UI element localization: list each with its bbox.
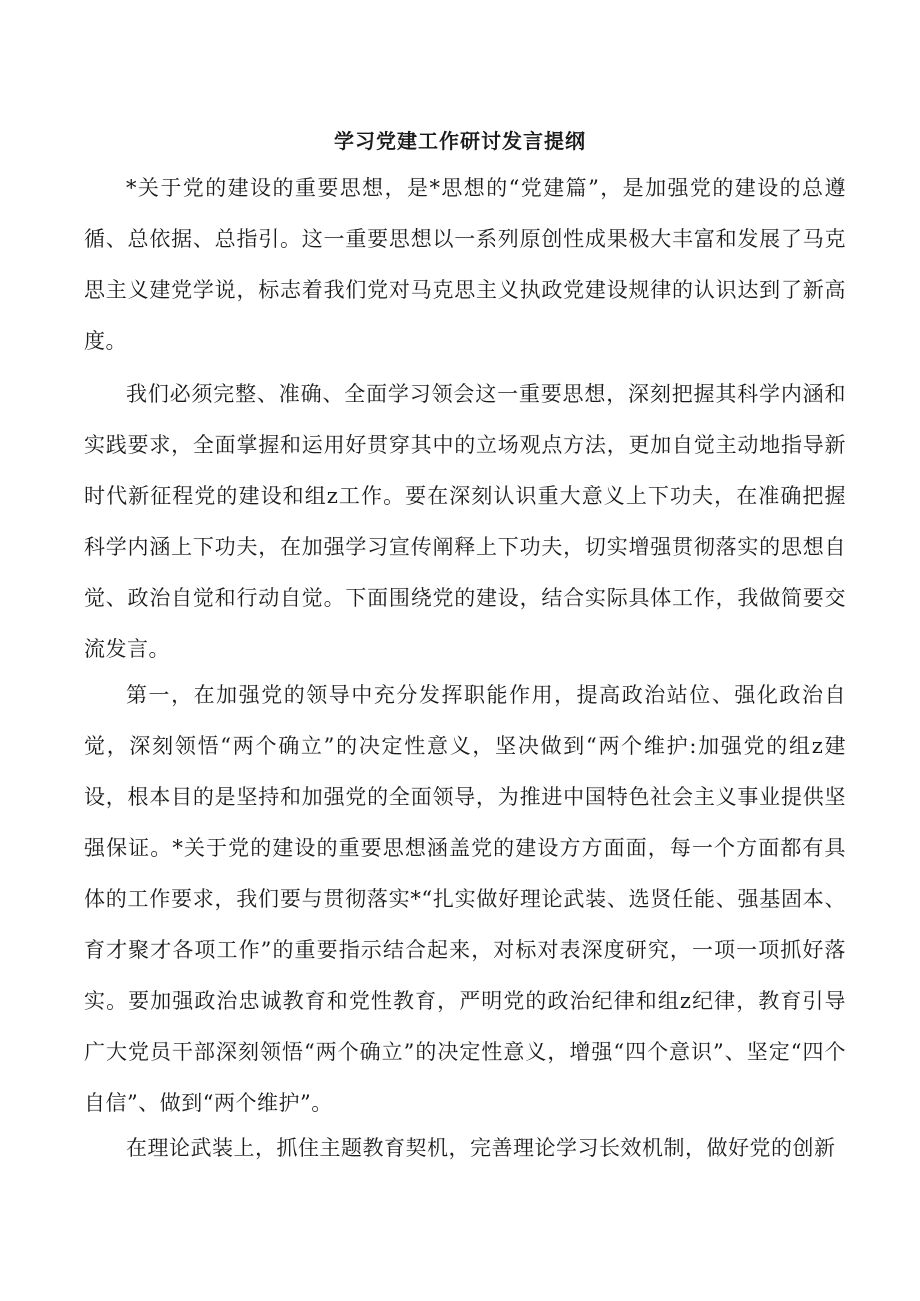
paragraph-3: 第一，在加强党的领导中充分发挥职能作用，提高政治站位、强化政治自觉，深刻领悟“两个确立”的决定性意义，坚决做到“两个维护:加强党的组z建设，根本目的是坚持和加强党的全面领导，为推进中国特色社会主义事业提供坚强保证。*关于党的建设的重要思想涵盖党的建设方方面面，每一个方面都有具体的工作要求，我们要与贯彻落实*“扎实做好理论武装、选贤任能、强基固本、育才聚才各项工作”的重要指示结合起来，对标对表深度研究，一项一项抓好落实。要加强政治忠诚教育和党性教育，严明党的政治纪律和组z纪律，教育引导广大党员干部深刻领悟“两个确立”的决定性意义，增强“四个意识”、坚定“四个自信”、做到“两个维护”。: [84, 683, 846, 1115]
paragraph-2: 我们必须完整、准确、全面学习领会这一重要思想，深刻把握其科学内涵和实践要求，全面掌握和运用好贯穿其中的立场观点方法，更加自觉主动地指导新时代新征程党的建设和组z工作。要在深刻认识重大意义上下功夫，在准确把握科学内涵上下功夫，在加强学习宣传阐释上下功夫，切实增强贯彻落实的思想自觉、政治自觉和行动自觉。下面围绕党的建设，结合实际具体工作，我做简要交流发言。: [84, 382, 846, 661]
document-title: 学习党建工作研讨发言提纲: [334, 129, 586, 153]
paragraph-1: *关于党的建设的重要思想，是*思想的“党建篇”，是加强党的建设的总遵循、总依据、总指引。这一重要思想以一系列原创性成果极大丰富和发展了马克思主义建党学说，标志着我们党对马克思主义执政党建设规律的认识达到了新高度。: [84, 176, 846, 353]
paragraph-4: 在理论武装上，抓住主题教育契机，完善理论学习长效机制，做好党的创新: [126, 1136, 836, 1160]
